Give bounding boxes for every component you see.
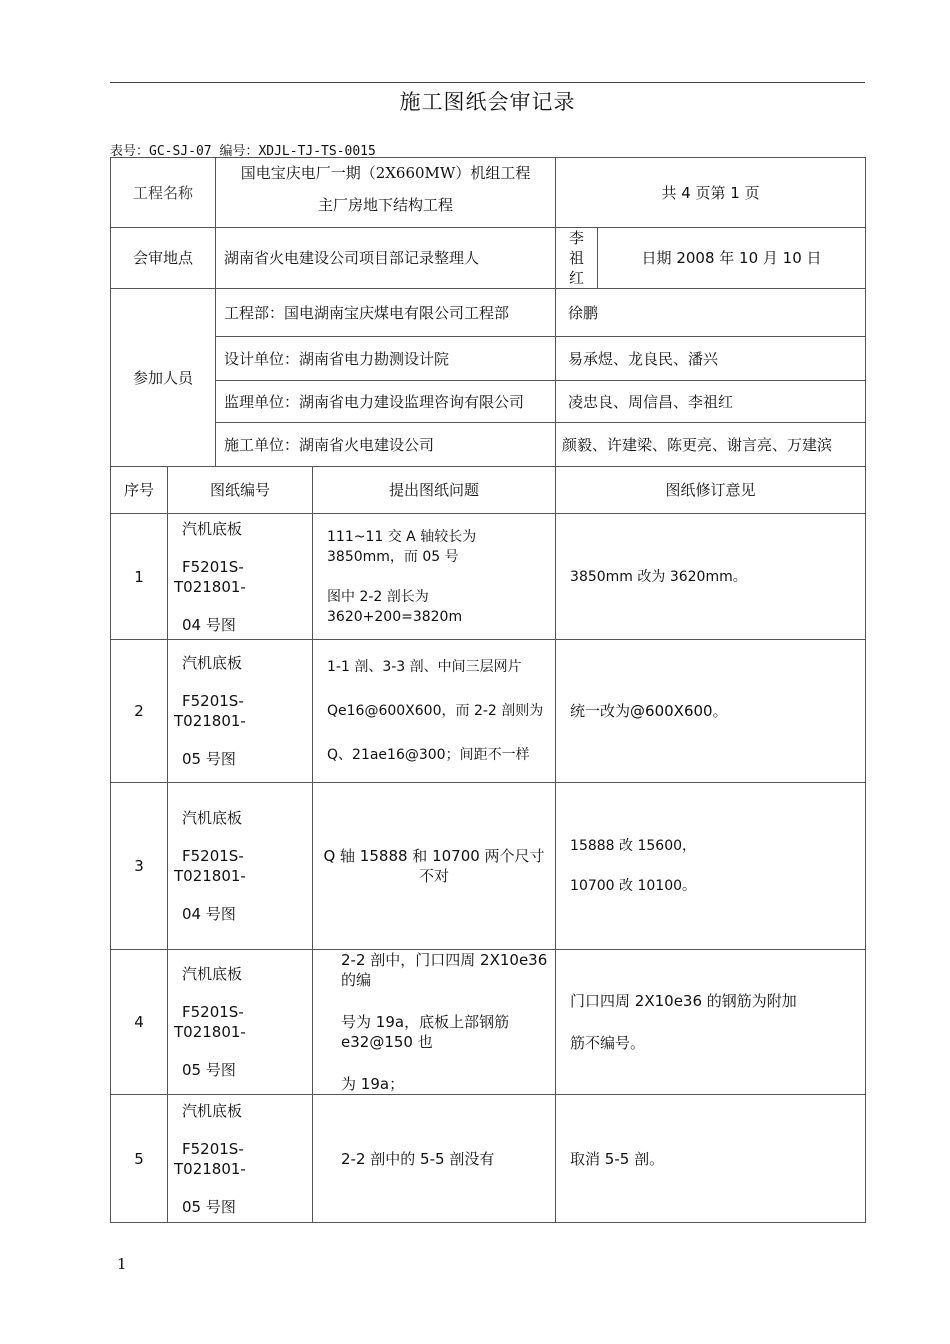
- problem-line: 111~11 交 A 轴较长为 3850mm，而 05 号: [327, 528, 477, 565]
- problem-line: 为 19a；: [341, 1075, 405, 1093]
- problem-text: [313, 783, 556, 950]
- item-number: 2: [111, 640, 168, 783]
- participant-people: 颜毅、许建梁、陈更亮、谢言亮、万建滨: [556, 423, 866, 467]
- table-row: [111, 514, 866, 640]
- problem-line: Qe16@600X600，而 2-2 剖则为: [327, 703, 544, 719]
- header-no: 序号: [111, 467, 168, 514]
- problem-line: 图中 2-2 剖长为 3620+200=3820m: [327, 588, 463, 625]
- opinion-line: 10700 改 10100。: [570, 878, 697, 894]
- problem-line: 2-2 剖中的 5-5 剖没有: [341, 1149, 495, 1168]
- problem-line: Q、21ae16@300；间距不一样: [327, 747, 530, 763]
- table-row: [111, 950, 866, 1095]
- participant-people: 易承煜、龙良民、潘兴: [556, 337, 866, 381]
- drawing-name: 汽机底板: [182, 654, 243, 672]
- opinion-line: 取消 5-5 剖。: [570, 1149, 665, 1168]
- drawing-number: [168, 783, 313, 950]
- project-name-line1: 国电宝庆电厂一期（2X660MW）机组工程: [240, 163, 531, 182]
- drawing-sheet: 05 号图: [182, 1197, 236, 1216]
- page-count: 共 4 页第 1 页: [556, 158, 866, 228]
- meeting-date: 日期 2008 年 10 月 10 日: [598, 228, 866, 289]
- opinion-line: 筋不编号。: [570, 1034, 646, 1052]
- drawing-code: T021801-: [174, 1159, 246, 1178]
- form-number: 表号：GC-SJ-07 编号：XDJL-TJ-TS-0015: [110, 144, 376, 159]
- item-number: 5: [111, 1095, 168, 1223]
- opinion-text: [556, 514, 866, 640]
- problem-text: [313, 1095, 556, 1223]
- review-record-table: [110, 157, 866, 1223]
- drawing-number: [168, 950, 313, 1095]
- table-row: [111, 640, 866, 783]
- drawing-sheet: 04 号图: [182, 615, 236, 634]
- project-name-line2: 主厂房地下结构工程: [318, 195, 454, 214]
- participant-row: [111, 289, 866, 337]
- participant-unit: 监理单位：湖南省电力建设监理咨询有限公司: [216, 381, 556, 423]
- problem-line: 号为 19a，底板上部钢筋 e32@150 也: [341, 1013, 510, 1051]
- item-number: 3: [111, 783, 168, 950]
- column-header-row: [111, 467, 866, 514]
- opinion-line: 门口四周 2X10e36 的钢筋为附加: [570, 992, 797, 1010]
- problem-line: Q 轴 15888 和 10700 两个尺寸不对: [323, 847, 545, 885]
- drawing-code: T021801-: [174, 577, 246, 596]
- opinion-text: [556, 783, 866, 950]
- participant-row: [111, 337, 866, 381]
- participant-people: 凌忠良、周信昌、李祖红: [556, 381, 866, 423]
- participant-unit: 工程部：国电湖南宝庆煤电有限公司工程部: [216, 289, 556, 337]
- header-drawing: 图纸编号: [168, 467, 313, 514]
- drawing-name: 汽机底板: [182, 965, 243, 983]
- drawing-sheet: 05 号图: [182, 750, 236, 768]
- drawing-sheet: 04 号图: [182, 905, 236, 923]
- drawing-code: F5201S-: [182, 847, 244, 865]
- item-number: 1: [111, 514, 168, 640]
- participant-unit: 施工单位：湖南省火电建设公司: [216, 423, 556, 467]
- item-number: 4: [111, 950, 168, 1095]
- opinion-line: 3850mm 改为 3620mm。: [570, 568, 747, 585]
- problem-line: 1-1 剖、3-3 剖、中间三层网片: [327, 659, 522, 675]
- header-problem: 提出图纸问题: [313, 467, 556, 514]
- drawing-code: F5201S-: [182, 557, 244, 576]
- drawing-name: 汽机底板: [182, 809, 243, 827]
- table-row: [111, 783, 866, 950]
- opinion-text: [556, 640, 866, 783]
- problem-text: [313, 950, 556, 1095]
- meeting-place-value: 湖南省火电建设公司项目部记录整理人: [216, 228, 556, 289]
- drawing-code: T021801-: [174, 712, 246, 730]
- drawing-code: F5201S-: [182, 1139, 244, 1158]
- drawing-code: T021801-: [174, 867, 246, 885]
- table-row: [111, 1095, 866, 1223]
- participant-row: [111, 381, 866, 423]
- project-label: 工程名称: [111, 158, 216, 228]
- recorder-name: 李祖红: [556, 228, 598, 289]
- opinion-text: [556, 1095, 866, 1223]
- meeting-row: [111, 228, 866, 289]
- problem-text: [313, 640, 556, 783]
- drawing-number: [168, 1095, 313, 1223]
- opinion-line: 统一改为@600X600。: [570, 702, 728, 720]
- problem-line: 2-2 剖中，门口四周 2X10e36 的编: [341, 951, 548, 989]
- drawing-name: 汽机底板: [182, 519, 243, 538]
- page-number: 1: [117, 1255, 127, 1273]
- participants-label: 参加人员: [111, 289, 216, 467]
- opinion-text: [556, 950, 866, 1095]
- participant-people: 徐鹏: [556, 289, 866, 337]
- project-row: [111, 158, 866, 228]
- meeting-place-label: 会审地点: [111, 228, 216, 289]
- drawing-number: [168, 640, 313, 783]
- drawing-number: [168, 514, 313, 640]
- top-rule: [110, 82, 865, 83]
- drawing-name: 汽机底板: [182, 1101, 243, 1120]
- problem-text: [313, 514, 556, 640]
- opinion-line: 15888 改 15600，: [570, 838, 697, 854]
- drawing-code: T021801-: [174, 1023, 246, 1041]
- drawing-sheet: 05 号图: [182, 1061, 236, 1079]
- drawing-code: F5201S-: [182, 1003, 244, 1021]
- drawing-code: F5201S-: [182, 692, 244, 710]
- participant-unit: 设计单位：湖南省电力勘测设计院: [216, 337, 556, 381]
- header-opinion: 图纸修订意见: [556, 467, 866, 514]
- participant-row: [111, 423, 866, 467]
- project-name: [216, 158, 556, 228]
- document-title: 施工图纸会审记录: [399, 90, 576, 114]
